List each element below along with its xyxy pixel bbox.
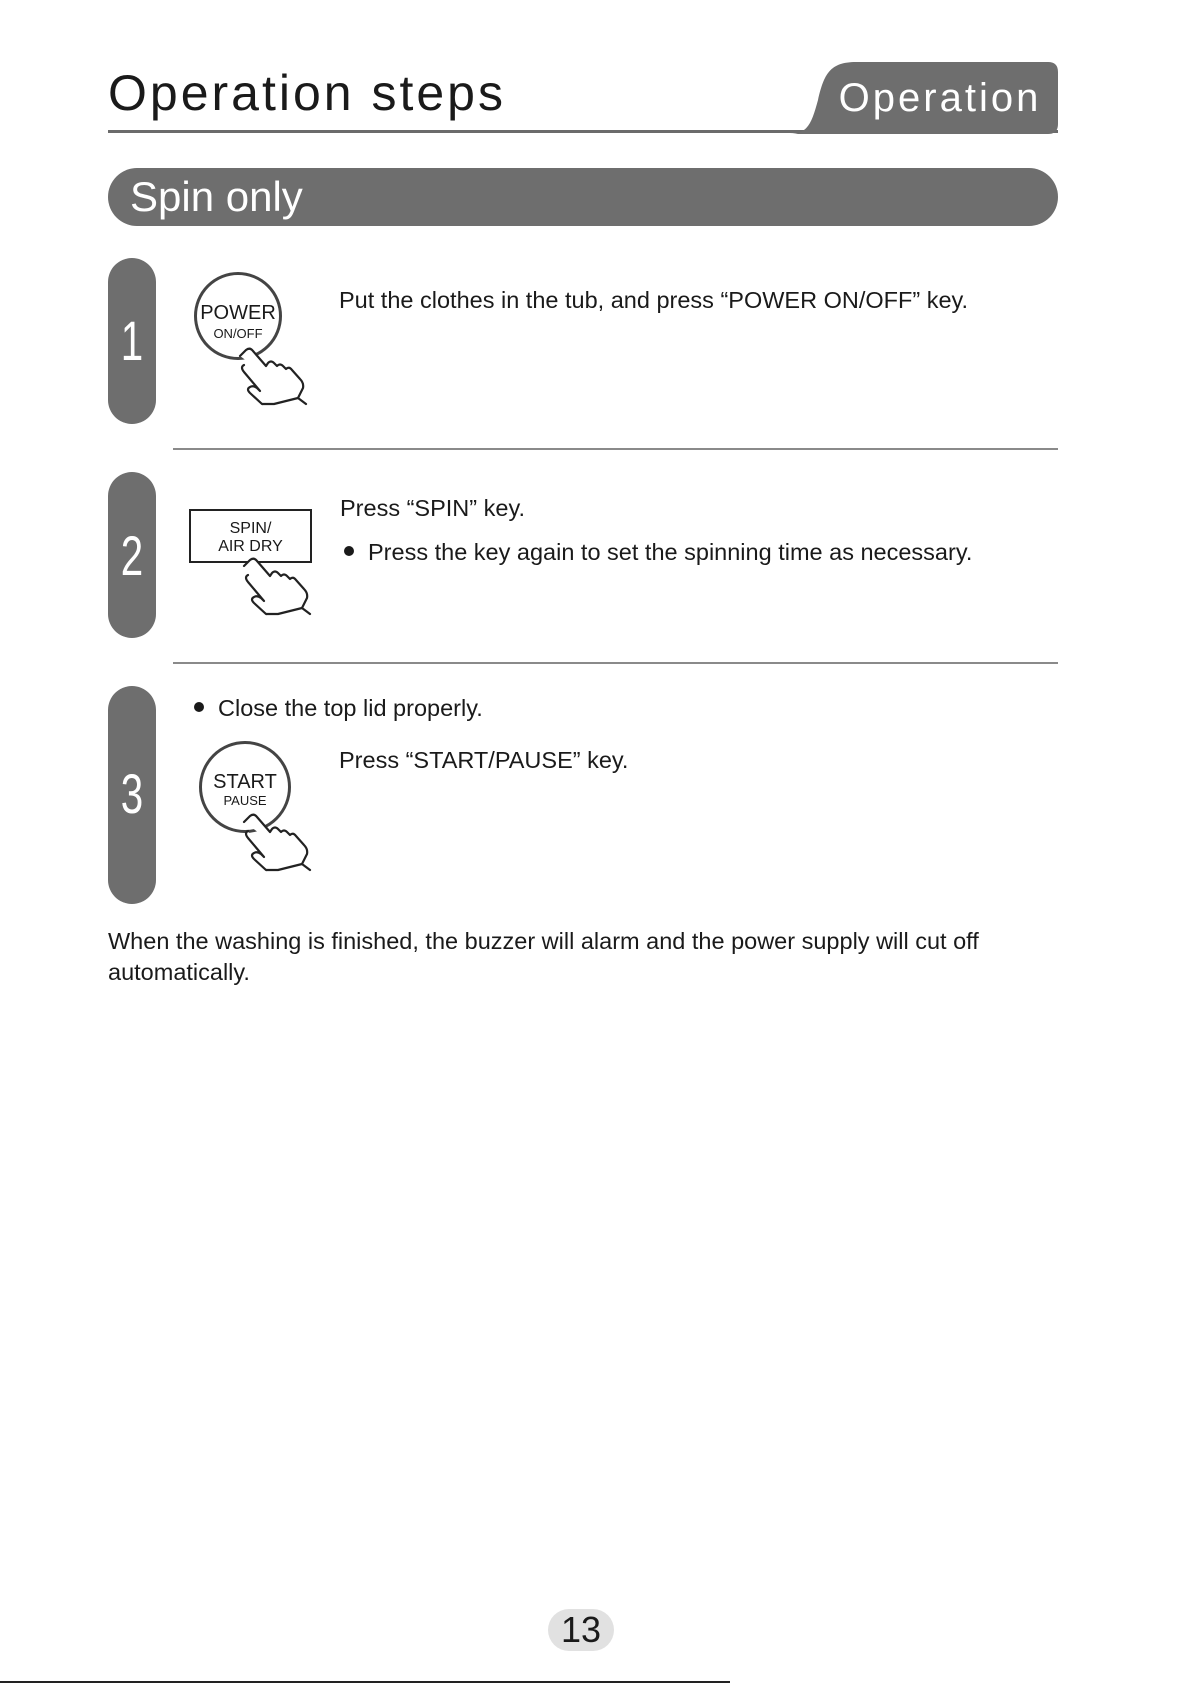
step-divider bbox=[173, 448, 1058, 450]
step-2-instruction: Press “SPIN” key. bbox=[340, 495, 525, 521]
key-label-sub: PAUSE bbox=[223, 793, 267, 808]
step-badge-1 bbox=[108, 258, 156, 424]
bullet-icon bbox=[344, 546, 354, 556]
header-tab bbox=[790, 62, 1058, 134]
page-number: 13 bbox=[560, 1609, 602, 1650]
step-divider bbox=[173, 662, 1058, 664]
key-label-main: SPIN/ bbox=[229, 520, 272, 537]
step-1-instruction: Put the clothes in the tub, and press “POWER ON/OFF” key. bbox=[339, 287, 969, 313]
header-tab-label: Operation bbox=[838, 76, 1042, 120]
spin-air-dry-key bbox=[189, 509, 312, 563]
key-label-main: START bbox=[213, 771, 277, 793]
hand-press-icon bbox=[240, 812, 312, 872]
key-label-sub: AIR DRY bbox=[218, 538, 283, 555]
section-banner bbox=[108, 168, 1058, 226]
key-label-sub: ON/OFF bbox=[213, 326, 263, 341]
hand-press-icon bbox=[236, 346, 308, 406]
step-2-note bbox=[344, 538, 972, 566]
step-3-note bbox=[194, 694, 483, 722]
page-title: Operation steps bbox=[108, 65, 506, 121]
step-3-instruction: Press “START/PAUSE” key. bbox=[339, 747, 629, 773]
step-3-note-text: Close the top lid properly. bbox=[218, 695, 483, 721]
hand-press-icon bbox=[240, 556, 312, 616]
step-badge-3 bbox=[108, 686, 156, 904]
step-2-note-text: Press the key again to set the spinning time as necessary. bbox=[368, 539, 973, 565]
step-number: 2 bbox=[120, 524, 144, 587]
section-title: Spin only bbox=[130, 173, 303, 220]
step-number: 1 bbox=[120, 309, 144, 372]
key-label-main: POWER bbox=[200, 302, 276, 324]
completion-note: When the washing is finished, the buzzer will alarm and the power supply will cut off automatically. bbox=[108, 928, 979, 986]
step-badge-2 bbox=[108, 472, 156, 638]
bullet-icon bbox=[194, 702, 204, 712]
step-number: 3 bbox=[120, 762, 144, 825]
